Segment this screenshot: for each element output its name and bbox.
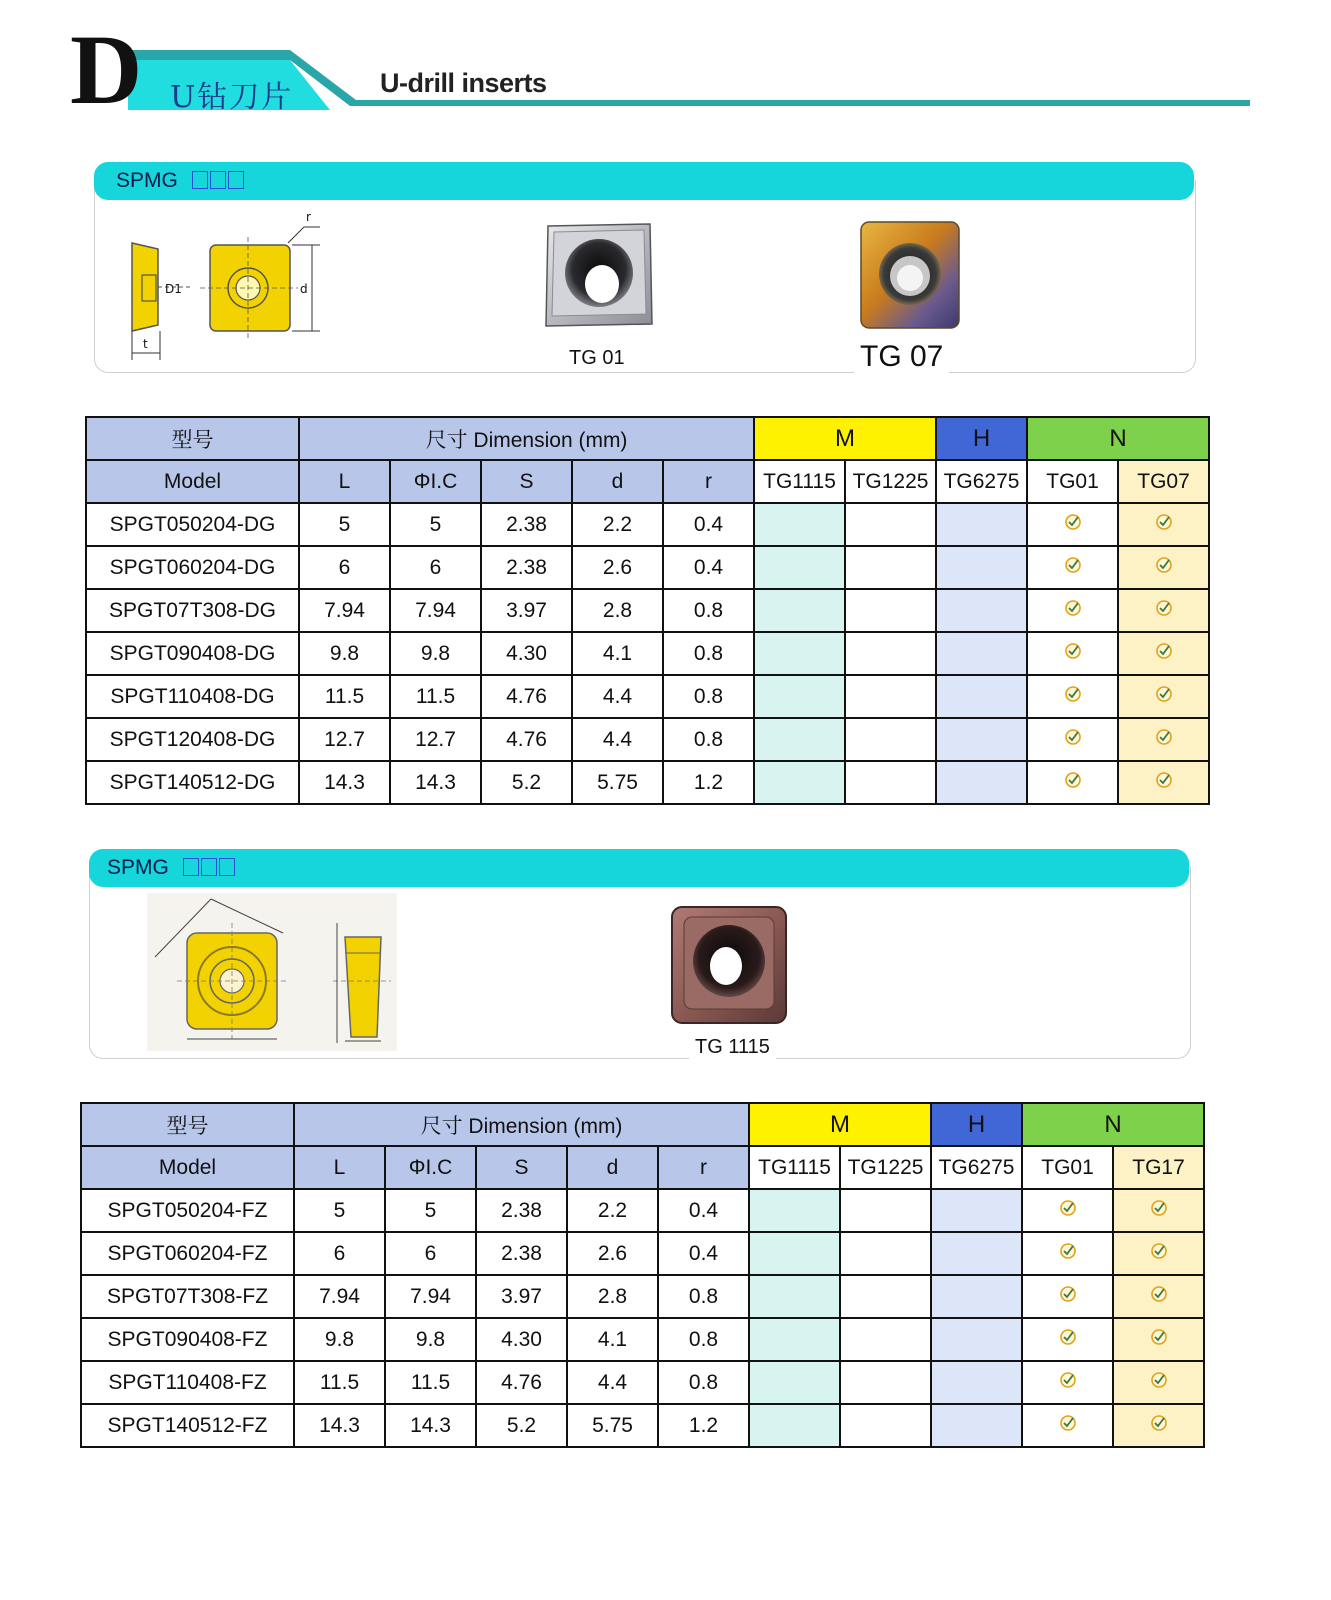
check-mark-icon	[1059, 1328, 1077, 1346]
cell-d: 2.8	[567, 1275, 658, 1318]
spec-table-dg	[85, 416, 1210, 805]
col-d: d	[572, 460, 663, 503]
col-grade-tg17: TG17	[1113, 1146, 1204, 1189]
cell-grade	[840, 1318, 931, 1361]
group-m-header: M	[754, 417, 936, 460]
cell-l: 6	[294, 1232, 385, 1275]
cell-s: 4.30	[476, 1318, 567, 1361]
cell-ic: 6	[385, 1232, 476, 1275]
cell-r: 1.2	[658, 1404, 749, 1447]
cell-model: SPGT050204-DG	[86, 503, 299, 546]
cell-grade	[1027, 761, 1118, 804]
table-row	[86, 718, 1209, 761]
cell-l: 14.3	[294, 1404, 385, 1447]
cell-grade	[754, 632, 845, 675]
check-mark-icon	[1059, 1285, 1077, 1303]
cell-grade	[931, 1404, 1022, 1447]
cell-grade	[1113, 1404, 1204, 1447]
cell-grade	[1022, 1275, 1113, 1318]
cell-grade	[754, 675, 845, 718]
cell-s: 2.38	[481, 503, 572, 546]
table-row	[81, 1189, 1204, 1232]
check-mark-icon	[1150, 1242, 1168, 1260]
caption-tg07: TG 07	[854, 340, 949, 374]
cell-s: 4.76	[481, 675, 572, 718]
section-2-banner	[89, 849, 1189, 887]
cell-model: SPGT120408-DG	[86, 718, 299, 761]
col-grade-tg6275: TG6275	[931, 1146, 1022, 1189]
cell-ic: 9.8	[385, 1318, 476, 1361]
cell-l: 7.94	[294, 1275, 385, 1318]
cell-ic: 7.94	[385, 1275, 476, 1318]
cell-grade	[749, 1404, 840, 1447]
table-row	[81, 1232, 1204, 1275]
cell-grade	[845, 546, 936, 589]
label-t: t	[143, 337, 148, 351]
col-ic: ΦI.C	[390, 460, 481, 503]
cell-s: 3.97	[481, 589, 572, 632]
col-grade-tg01: TG01	[1027, 460, 1118, 503]
cell-model: SPGT050204-FZ	[81, 1189, 294, 1232]
cell-model: SPGT140512-DG	[86, 761, 299, 804]
cell-grade	[754, 546, 845, 589]
cell-d: 5.75	[572, 761, 663, 804]
cell-grade	[1118, 546, 1209, 589]
cell-grade	[1027, 632, 1118, 675]
cell-grade	[845, 675, 936, 718]
cell-grade	[845, 632, 936, 675]
cell-l: 14.3	[299, 761, 390, 804]
cell-d: 2.2	[572, 503, 663, 546]
cell-d: 2.6	[567, 1232, 658, 1275]
cell-grade	[840, 1232, 931, 1275]
cell-grade	[936, 675, 1027, 718]
cell-s: 2.38	[476, 1232, 567, 1275]
cell-grade	[1022, 1232, 1113, 1275]
group-m-header: M	[749, 1103, 931, 1146]
cell-grade	[1027, 675, 1118, 718]
cell-grade	[1022, 1318, 1113, 1361]
cell-model: SPGT090408-DG	[86, 632, 299, 675]
table-row	[81, 1318, 1204, 1361]
cell-d: 4.4	[572, 675, 663, 718]
cell-grade	[1118, 761, 1209, 804]
cell-model: SPGT060204-FZ	[81, 1232, 294, 1275]
cell-l: 5	[299, 503, 390, 546]
check-mark-icon	[1150, 1328, 1168, 1346]
cell-d: 2.2	[567, 1189, 658, 1232]
insert-drawing-icon	[147, 893, 397, 1051]
cell-l: 7.94	[299, 589, 390, 632]
cell-r: 0.4	[658, 1189, 749, 1232]
cell-grade	[754, 718, 845, 761]
cell-d: 4.4	[567, 1361, 658, 1404]
cell-s: 4.30	[481, 632, 572, 675]
check-mark-icon	[1064, 599, 1082, 617]
col-s: S	[476, 1146, 567, 1189]
cell-s: 4.76	[476, 1361, 567, 1404]
section-2-banner-title: SPMG	[107, 856, 169, 879]
header-model-cn: 型号	[86, 417, 299, 460]
col-grade-tg1225: TG1225	[845, 460, 936, 503]
table-row	[81, 1275, 1204, 1318]
table-row	[86, 589, 1209, 632]
cell-grade	[931, 1189, 1022, 1232]
cell-l: 11.5	[299, 675, 390, 718]
cell-grade	[1113, 1275, 1204, 1318]
table-row	[81, 1404, 1204, 1447]
cell-model: SPGT07T308-DG	[86, 589, 299, 632]
cell-r: 0.8	[663, 589, 754, 632]
cell-r: 0.8	[658, 1318, 749, 1361]
col-l: L	[299, 460, 390, 503]
cell-s: 4.76	[481, 718, 572, 761]
table-row	[86, 503, 1209, 546]
header-dimension: 尺寸 Dimension (mm)	[299, 417, 754, 460]
cell-model: SPGT110408-DG	[86, 675, 299, 718]
group-n-header: N	[1027, 417, 1209, 460]
cell-s: 2.38	[476, 1189, 567, 1232]
cell-grade	[845, 761, 936, 804]
section-1-banner-title: SPMG	[116, 169, 178, 192]
cell-grade	[754, 761, 845, 804]
cell-r: 1.2	[663, 761, 754, 804]
cell-grade	[749, 1189, 840, 1232]
check-mark-icon	[1155, 513, 1173, 531]
check-mark-icon	[1150, 1371, 1168, 1389]
insert-drawing-icon	[120, 205, 340, 370]
table-row	[86, 632, 1209, 675]
cell-s: 5.2	[476, 1404, 567, 1447]
table-row	[86, 761, 1209, 804]
cell-grade	[931, 1232, 1022, 1275]
header-dimension: 尺寸 Dimension (mm)	[294, 1103, 749, 1146]
cell-d: 2.6	[572, 546, 663, 589]
header-model-cn: 型号	[81, 1103, 294, 1146]
cell-s: 5.2	[481, 761, 572, 804]
cell-ic: 6	[390, 546, 481, 589]
label-r: r	[306, 210, 311, 224]
cell-grade	[845, 503, 936, 546]
col-grade-tg1115: TG1115	[754, 460, 845, 503]
cell-grade	[936, 546, 1027, 589]
insert-photo-icon	[668, 903, 790, 1027]
cell-grade	[840, 1275, 931, 1318]
cell-grade	[931, 1275, 1022, 1318]
cell-grade	[931, 1318, 1022, 1361]
check-mark-icon	[1064, 642, 1082, 660]
cell-grade	[845, 589, 936, 632]
check-mark-icon	[1059, 1414, 1077, 1432]
cell-grade	[1022, 1361, 1113, 1404]
cell-grade	[1027, 718, 1118, 761]
cell-grade	[936, 589, 1027, 632]
cell-r: 0.8	[658, 1275, 749, 1318]
cell-d: 4.4	[572, 718, 663, 761]
cell-grade	[1113, 1189, 1204, 1232]
check-mark-icon	[1155, 556, 1173, 574]
col-r: r	[663, 460, 754, 503]
check-mark-icon	[1059, 1371, 1077, 1389]
cell-grade	[936, 718, 1027, 761]
cell-grade	[1118, 718, 1209, 761]
cell-r: 0.4	[663, 503, 754, 546]
col-grade-tg1115: TG1115	[749, 1146, 840, 1189]
check-mark-icon	[1064, 685, 1082, 703]
check-mark-icon	[1064, 728, 1082, 746]
header-title-en: U-drill inserts	[380, 68, 547, 98]
cell-l: 9.8	[294, 1318, 385, 1361]
cell-grade	[936, 503, 1027, 546]
check-mark-icon	[1064, 556, 1082, 574]
insert-photo-icon	[855, 218, 965, 336]
check-mark-icon	[1155, 642, 1173, 660]
cell-model: SPGT140512-FZ	[81, 1404, 294, 1447]
cell-grade	[749, 1318, 840, 1361]
group-n-header: N	[1022, 1103, 1204, 1146]
cell-model: SPGT060204-DG	[86, 546, 299, 589]
cell-grade	[754, 589, 845, 632]
cell-l: 5	[294, 1189, 385, 1232]
caption-tg01: TG 01	[563, 347, 631, 370]
cell-grade	[1022, 1404, 1113, 1447]
check-mark-icon	[1150, 1199, 1168, 1217]
col-grade-tg6275: TG6275	[936, 460, 1027, 503]
cell-grade	[936, 632, 1027, 675]
cell-grade	[754, 503, 845, 546]
cell-ic: 11.5	[390, 675, 481, 718]
cell-grade	[1118, 589, 1209, 632]
cell-ic: 11.5	[385, 1361, 476, 1404]
cell-grade	[749, 1232, 840, 1275]
col-s: S	[481, 460, 572, 503]
cell-ic: 5	[385, 1189, 476, 1232]
cell-ic: 14.3	[385, 1404, 476, 1447]
cell-ic: 5	[390, 503, 481, 546]
col-model: Model	[81, 1146, 294, 1189]
cell-model: SPGT07T308-FZ	[81, 1275, 294, 1318]
cell-grade	[749, 1275, 840, 1318]
cell-grade	[840, 1189, 931, 1232]
caption-tg1115: TG 1115	[689, 1036, 776, 1059]
cell-r: 0.8	[658, 1361, 749, 1404]
check-mark-icon	[1059, 1199, 1077, 1217]
placeholder-boxes	[183, 856, 237, 880]
cell-d: 4.1	[567, 1318, 658, 1361]
col-grade-tg1225: TG1225	[840, 1146, 931, 1189]
cell-r: 0.8	[663, 675, 754, 718]
table-row	[86, 546, 1209, 589]
cell-grade	[749, 1361, 840, 1404]
cell-l: 9.8	[299, 632, 390, 675]
cell-grade	[840, 1361, 931, 1404]
label-d: d	[300, 282, 308, 296]
cell-grade	[1118, 675, 1209, 718]
cell-d: 4.1	[572, 632, 663, 675]
cell-r: 0.8	[663, 632, 754, 675]
check-mark-icon	[1155, 728, 1173, 746]
check-mark-icon	[1064, 513, 1082, 531]
check-mark-icon	[1155, 599, 1173, 617]
cell-grade	[936, 761, 1027, 804]
group-h-header: H	[936, 417, 1027, 460]
table-row	[86, 675, 1209, 718]
cell-ic: 7.94	[390, 589, 481, 632]
cell-grade	[1113, 1361, 1204, 1404]
cell-r: 0.8	[663, 718, 754, 761]
cell-grade	[1027, 546, 1118, 589]
check-mark-icon	[1150, 1285, 1168, 1303]
cell-model: SPGT110408-FZ	[81, 1361, 294, 1404]
label-d1: D1	[165, 282, 182, 296]
group-h-header: H	[931, 1103, 1022, 1146]
cell-grade	[1027, 589, 1118, 632]
cell-r: 0.4	[663, 546, 754, 589]
col-d: d	[567, 1146, 658, 1189]
col-grade-tg07: TG07	[1118, 460, 1209, 503]
check-mark-icon	[1150, 1414, 1168, 1432]
check-mark-icon	[1064, 771, 1082, 789]
cell-grade	[1027, 503, 1118, 546]
col-model: Model	[86, 460, 299, 503]
cell-d: 2.8	[572, 589, 663, 632]
cell-model: SPGT090408-FZ	[81, 1318, 294, 1361]
cell-grade	[931, 1361, 1022, 1404]
check-mark-icon	[1059, 1242, 1077, 1260]
cell-grade	[1113, 1318, 1204, 1361]
section-1-banner	[94, 162, 1194, 200]
cell-l: 11.5	[294, 1361, 385, 1404]
check-mark-icon	[1155, 771, 1173, 789]
cell-r: 0.4	[658, 1232, 749, 1275]
col-grade-tg01: TG01	[1022, 1146, 1113, 1189]
cell-l: 12.7	[299, 718, 390, 761]
cell-ic: 9.8	[390, 632, 481, 675]
col-l: L	[294, 1146, 385, 1189]
check-mark-icon	[1155, 685, 1173, 703]
cell-l: 6	[299, 546, 390, 589]
cell-grade	[1022, 1189, 1113, 1232]
col-r: r	[658, 1146, 749, 1189]
cell-s: 3.97	[476, 1275, 567, 1318]
cell-s: 2.38	[481, 546, 572, 589]
section-letter: D	[70, 14, 143, 125]
col-ic: ΦI.C	[385, 1146, 476, 1189]
cell-ic: 14.3	[390, 761, 481, 804]
cell-d: 5.75	[567, 1404, 658, 1447]
cell-ic: 12.7	[390, 718, 481, 761]
header-title-cn: U钻刀片	[170, 80, 294, 115]
insert-photo-icon	[538, 218, 658, 338]
cell-grade	[1118, 632, 1209, 675]
placeholder-boxes	[192, 169, 246, 193]
table-row	[81, 1361, 1204, 1404]
cell-grade	[1113, 1232, 1204, 1275]
spec-table-fz	[80, 1102, 1205, 1448]
cell-grade	[840, 1404, 931, 1447]
cell-grade	[845, 718, 936, 761]
cell-grade	[1118, 503, 1209, 546]
